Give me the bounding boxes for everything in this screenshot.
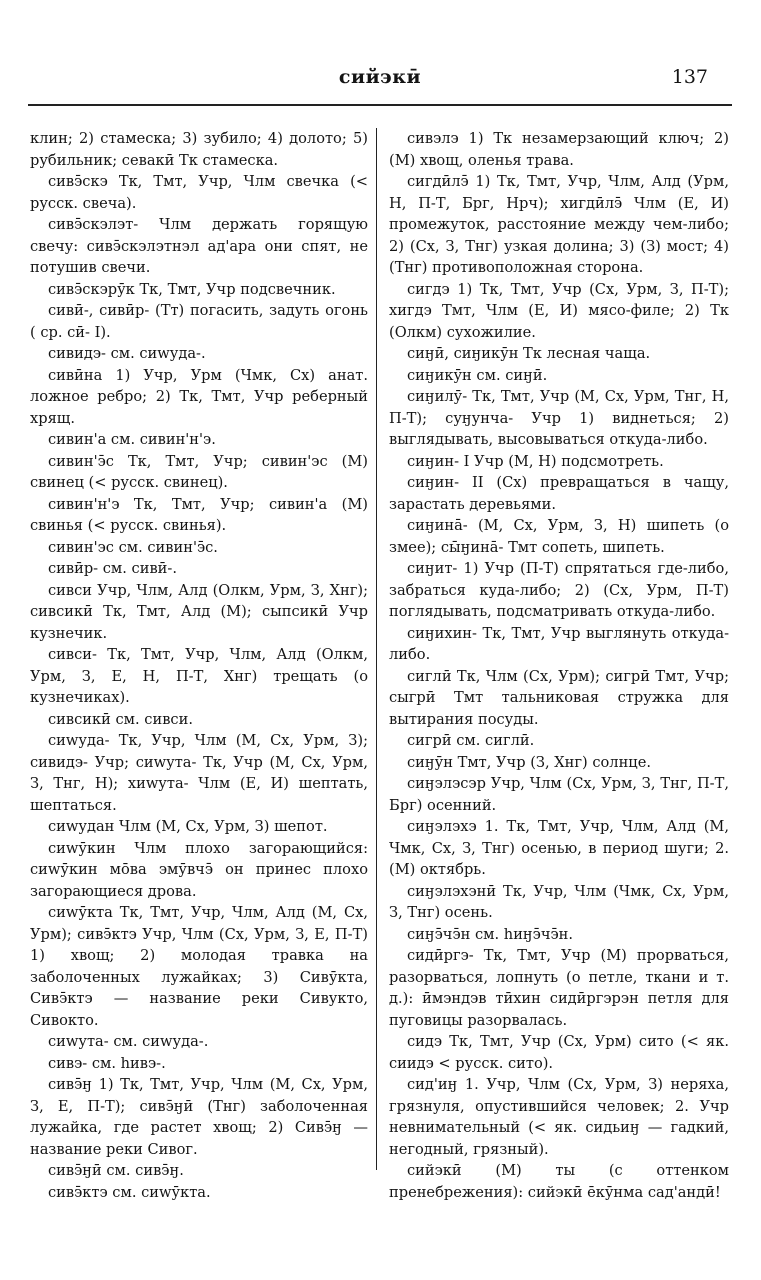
dictionary-entry: сивси Учр, Члм, Алд (Олкм, Урм, З, Хнг); сивсикӣ Тк, Тмт, Алд (М); сыпсикӣ Учр кузнечик. [30,581,368,642]
dictionary-entry: сиӈина̄- (М, Сх, Урм, З, Н) шипеть (о змее); сы̄ӈина̄- Тмт сопеть, шипеть. [389,517,729,556]
header-rule [28,104,732,106]
left-column [30,128,368,1203]
dictionary-entry: сивин'эс см. сивин'э̄с. [48,538,218,556]
dictionary-entry: сиwута- см. сиwуда-. [48,1033,209,1050]
dictionary-entry: сивидэ- см. сиwуда-. [48,345,206,362]
dictionary-entry: сиwӯкин Члм плохо загорающийся: сиwӯкин мōва эмӯвчэ̄ он принес плохо загорающиеся дрова. [30,839,368,900]
page-header [28,64,732,100]
dictionary-entry: сиӈӣ, сиӈикӯн Тк лесная чаща. [407,345,651,362]
dictionary-entry: сиӈихин- Тк, Тмт, Учр выглянуть откуда-либо. [389,624,729,663]
dictionary-entry: сивэ- см. hивэ-. [48,1054,166,1072]
dictionary-entry: сиӈӯн Тмт, Учр (З, Хнг) солнце. [407,753,651,771]
dictionary-entry: сиӈэ̄чэ̄н см. hиӈэ̄чэ̄н. [407,925,574,943]
dictionary-entry: сивин'н'э Тк, Тмт, Учр; сивин'а (М) свинья (< русск. свинья). [30,495,368,534]
dictionary-entry: сивӣ-, сивӣр- (Тт) погасить, задуть огонь ( ср. сӣ- I). [30,302,368,341]
dictionary-entry: сивэ̄ктэ см. сиwӯкта. [48,1183,211,1201]
dictionary-entry: сиwудан Члм (М, Сх, Урм, З) шепот. [48,818,328,835]
dictionary-entry: сивэ̄скэ Тк, Тмт, Учр, Члм свечка (< русск. свеча). [30,173,368,212]
dictionary-entry: сийэкӣ (М) ты (с оттенком пренебрежения): сийэкӣ ēкӯнма сад'андӣ! [389,1162,729,1201]
dictionary-entry: сивӣр- см. сивӣ-. [48,560,177,577]
column-divider [376,128,377,1170]
dictionary-entry: сигдэ 1) Тк, Тмт, Учр (Сх, Урм, З, П-Т); хигдэ Тмт, Члм (Е, И) мясо-филе; 2) Тк (Олкм) сухожилие. [389,280,729,341]
page-number: 137 [671,66,708,88]
dictionary-entry: сиӈилӯ- Тк, Тмт, Учр (М, Сх, Урм, Тнг, Н, П-Т); суӈунча- Учр 1) виднеться; 2) выглядывать, высовываться откуда-либо. [389,388,729,448]
dictionary-entry: сиwуда- Тк, Учр, Члм (М, Сх, Урм, З); сивидэ- Учр; сиwута- Тк, Учр (М, Сх, Урм, З, Тнг, Н); хиwута- Члм (Е, И) шептать, шептаться. [30,732,368,814]
dictionary-entry: сиӈин- I Учр (М, Н) подсмотреть. [407,452,664,470]
dictionary-entry: сидэ Тк, Тмт, Учр (Сх, Урм) сито (< як. сиидэ < русск. сито). [389,1033,729,1072]
dictionary-entry: сиглӣ Тк, Члм (Сх, Урм); сигрӣ Тмт, Учр; сыгрӣ Тмт тальниковая стружка для вытирания посуды. [389,667,729,728]
dictionary-entry: сивэ̄ӈ 1) Тк, Тмт, Учр, Члм (М, Сх, Урм, З, Е, П-Т); сивэ̄ӈӣ (Тнг) заболоченная лужайка, где растет хвощ; 2) Сивэ̄ӈ — название реки Сивог. [30,1076,368,1158]
dictionary-entry: сивэ̄ӈӣ см. сивэ̄ӈ. [48,1162,184,1179]
dictionary-entry: сивэ̄скэлэт- Члм держать горящую свечу: сивэ̄скэлэтнэл ад'ара они спят, не потушив свечи. [30,216,368,276]
dictionary-entry: сивэлэ 1) Тк незамерзающий ключ; 2) (М) хвощ, оленья трава. [389,130,729,169]
running-head: сийэкӣ [338,66,422,88]
dictionary-entry: сид'иӈ 1. Учр, Члм (Сх, Урм, З) неряха, грязнуля, опустившийся человек; 2. Учр невнимательный (< як. сидьиӈ — гадкий, негодный, грязный). [389,1076,729,1158]
dictionary-entry: сиӈит- 1) Учр (П-Т) спрятаться где-либо, забраться куда-либо; 2) (Сх, Урм, П-Т) поглядывать, подсматривать откуда-либо. [389,560,729,620]
dictionary-entry: сивин'э̄с Тк, Тмт, Учр; сивин'эс (М) свинец (< русск. свинец). [30,452,368,491]
dictionary-entry: сиӈэлэсэр Учр, Члм (Сх, Урм, З, Тнг, П-Т, Брг) осенний. [389,775,729,814]
dictionary-entry: сиӈикӯн см. сиӈӣ. [407,366,548,384]
dictionary-entry: сивси- Тк, Тмт, Учр, Члм, Алд (Олкм, Урм, З, Е, Н, П-Т, Хнг) трещать (о кузнечиках). [30,646,368,706]
dictionary-entry: сидӣргэ- Тк, Тмт, Учр (М) прорваться, разорваться, лопнуть (о петле, ткани и т. д.): ӣмэндэв тӣхин сидӣргэрэн петля для пуговицы разорвалась. [389,947,729,1029]
dictionary-entry: сиwӯкта Тк, Тмт, Учр, Члм, Алд (М, Сх, Урм); сивэ̄ктэ Учр, Члм (Сх, Урм, З, Е, П-Т) 1) хвощ; 2) молодая травка на заболоченных лужайках; 3) Сивӯкта, Сивэ̄ктэ — название реки Сивукто, Сивокто. [30,904,368,1029]
dictionary-entry: сигрӣ см. сиглӣ. [407,732,535,749]
dictionary-entry: сиӈэлэхэ 1. Тк, Тмт, Учр, Члм, Алд (М, Чмк, Сх, З, Тнг) осенью, в период шуги; 2. (М) октябрь. [389,818,729,878]
dictionary-entry: сигдӣлэ̄ 1) Тк, Тмт, Учр, Члм, Алд (Урм, Н, П-Т, Брг, Нрч); хигдӣлэ̄ Члм (Е, И) промежуток, расстояние между чем-либо; 2) (Сх, З, Тнг) узкая долина; 3) (З) мост; 4) (Тнг) противоположная сторона. [389,173,729,276]
dictionary-entry: сиӈэлэхэнӣ Тк, Учр, Члм (Чмк, Сх, Урм, З, Тнг) осень. [389,882,729,921]
dictionary-entry: сивин'а см. сивин'н'э. [48,431,216,448]
right-column [389,128,729,1203]
dictionary-entry: сиӈин- II (Сх) превращаться в чащу, зарастать деревьями. [389,474,729,513]
dictionary-entry: клин; 2) стамеска; 3) зубило; 4) долото; 5) рубильник; севакӣ Тк стамеска. [30,130,368,169]
dictionary-entry: сивӣна 1) Учр, Урм (Чмк, Сх) анат. ложное ребро; 2) Тк, Тмт, Учр реберный хрящ. [30,366,368,427]
dictionary-entry: сивсикӣ см. сивси. [48,710,193,728]
dictionary-entry: сивэ̄скэрӯк Тк, Тмт, Учр подсвечник. [48,280,336,298]
